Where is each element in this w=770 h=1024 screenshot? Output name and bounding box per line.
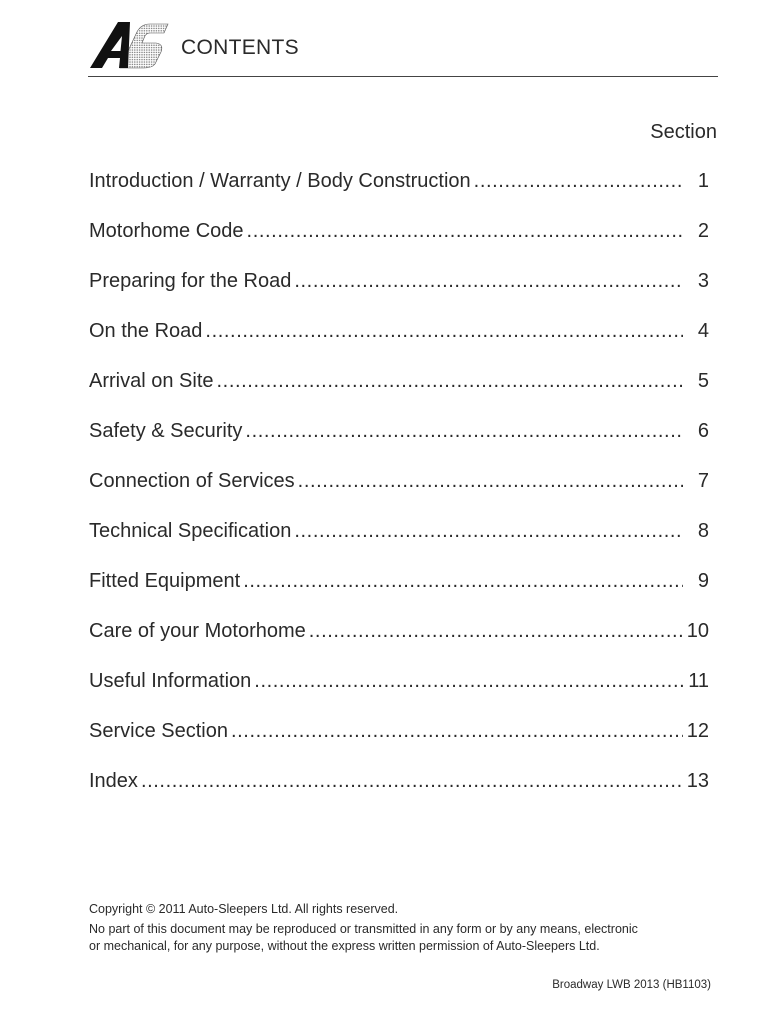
- toc-dot-leader: [141, 769, 683, 793]
- toc-entry-label: Fitted Equipment: [89, 570, 241, 592]
- toc-entry-introduction[interactable]: [89, 169, 709, 219]
- toc-dot-leader: [309, 619, 683, 643]
- toc-entry-label: Technical Specification: [89, 520, 292, 542]
- toc-dot-leader: [217, 369, 684, 393]
- copyright-notice: Copyright © 2011 Auto-Sleepers Ltd. All rights reserved.: [89, 902, 399, 916]
- toc-entry-technical-specification[interactable]: [89, 519, 709, 569]
- toc-dot-leader: [474, 169, 683, 193]
- toc-entry-page: 4: [697, 320, 709, 342]
- toc-entry-label: Introduction / Warranty / Body Construction: [89, 170, 471, 192]
- toc-entry-label: Arrival on Site: [89, 370, 214, 392]
- toc-dot-leader: [298, 469, 683, 493]
- toc-entry-label: On the Road: [89, 320, 203, 342]
- toc-dot-leader: [294, 269, 683, 293]
- toc-dot-leader: [247, 219, 683, 243]
- toc-entry-arrival-on-site[interactable]: [89, 369, 709, 419]
- toc-entry-label: Connection of Services: [89, 470, 295, 492]
- toc-entry-page: 1: [697, 170, 709, 192]
- toc-dot-leader: [294, 519, 683, 543]
- page-title: CONTENTS: [181, 36, 299, 59]
- toc-entry-on-the-road[interactable]: [89, 319, 709, 369]
- auto-sleepers-logo: [88, 20, 172, 70]
- toc-dot-leader: [205, 319, 683, 343]
- toc-entry-page: 12: [686, 720, 709, 742]
- toc-dot-leader: [254, 669, 683, 693]
- toc-entry-service-section[interactable]: [89, 719, 709, 769]
- toc-entry-label: Safety & Security: [89, 420, 243, 442]
- toc-entry-page: 3: [697, 270, 709, 292]
- toc-entry-page: 11: [688, 670, 709, 692]
- toc-entry-care-of-your-motorhome[interactable]: [89, 619, 709, 669]
- toc-dot-leader: [245, 419, 683, 443]
- toc-entry-label: Service Section: [89, 720, 228, 742]
- toc-entry-label: Care of your Motorhome: [89, 620, 306, 642]
- reproduction-notice-line: or mechanical, for any purpose, without the express written permission of Auto-Sleepers Ltd.: [89, 939, 600, 953]
- header-divider: [88, 76, 718, 77]
- toc-dot-leader: [243, 569, 683, 593]
- toc-entry-safety-security[interactable]: [89, 419, 709, 469]
- toc-entry-page: 8: [697, 520, 709, 542]
- toc-entry-fitted-equipment[interactable]: [89, 569, 709, 619]
- reproduction-notice-line: No part of this document may be reproduced or transmitted in any form or by any means, electronic: [89, 922, 638, 936]
- toc-entry-connection-of-services[interactable]: [89, 469, 709, 519]
- toc-entry-label: Motorhome Code: [89, 220, 244, 242]
- document-reference: Broadway LWB 2013 (HB1103): [552, 979, 711, 991]
- table-of-contents: [89, 169, 709, 819]
- toc-entry-page: 2: [697, 220, 709, 242]
- toc-entry-useful-information[interactable]: [89, 669, 709, 719]
- toc-entry-label: Preparing for the Road: [89, 270, 292, 292]
- toc-entry-page: 9: [697, 570, 709, 592]
- toc-dot-leader: [231, 719, 683, 743]
- reproduction-notice: [89, 921, 729, 955]
- toc-entry-label: Index: [89, 770, 138, 792]
- toc-entry-preparing-for-the-road[interactable]: [89, 269, 709, 319]
- toc-entry-page: 13: [686, 770, 709, 792]
- toc-entry-motorhome-code[interactable]: [89, 219, 709, 269]
- toc-entry-page: 7: [697, 470, 709, 492]
- section-column-heading: Section: [650, 121, 717, 143]
- toc-entry-page: 6: [697, 420, 709, 442]
- toc-entry-label: Useful Information: [89, 670, 252, 692]
- toc-entry-index[interactable]: [89, 769, 709, 819]
- toc-entry-page: 10: [686, 620, 709, 642]
- toc-entry-page: 5: [697, 370, 709, 392]
